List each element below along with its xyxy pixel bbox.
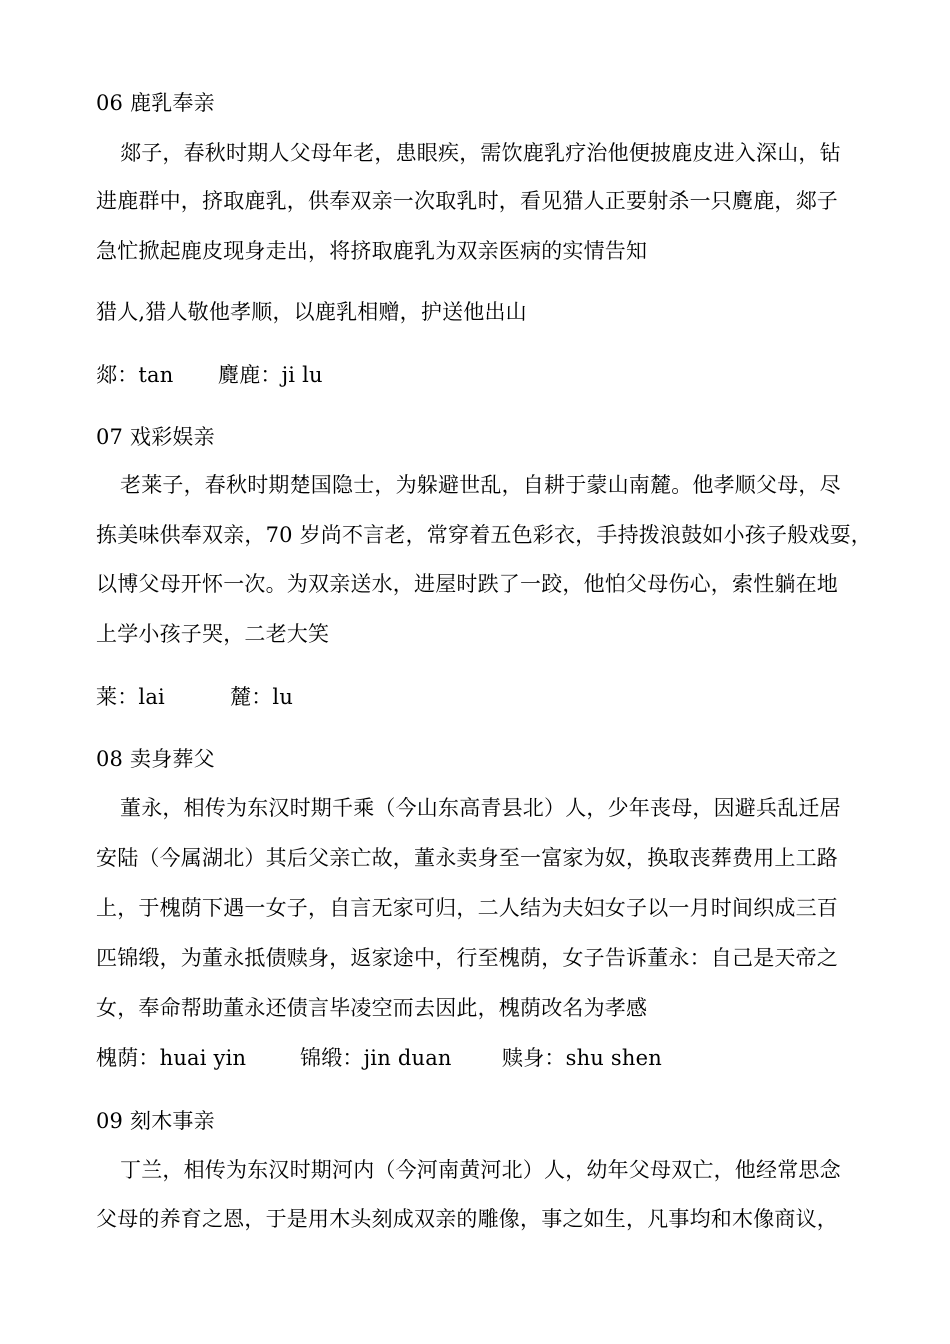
section-heading-09: 09 刻木事亲 (96, 1109, 215, 1133)
gloss-item: 郯：tan (96, 363, 174, 387)
gloss-item: 麓：lu (230, 685, 294, 709)
paragraph-line: 郯子，春秋时期人父母年老，患眼疾，需饮鹿乳疗治他便披鹿皮进入深山，钻 (120, 141, 841, 165)
paragraph-line: 老莱子，春秋时期楚国隐士，为躲避世乱，自耕于蒙山南麓。他孝顺父母，尽 (120, 473, 841, 497)
paragraph-line: 进鹿群中，挤取鹿乳，供奉双亲一次取乳时，看见猎人正要射杀一只麑鹿，郯子 (96, 189, 838, 213)
section-heading-07: 07 戏彩娱亲 (96, 425, 215, 449)
gloss-item: 麑鹿：ji lu (218, 363, 323, 387)
paragraph-line: 上，于槐荫下遇一女子，自言无家可归，二人结为夫妇女子以一月时间织成三百 (96, 896, 838, 920)
gloss-item: 莱：lai (96, 685, 165, 709)
paragraph-line: 安陆（今属湖北）其后父亲亡故，董永卖身至一富家为奴，换取丧葬费用上工路 (96, 846, 838, 870)
gloss-item: 槐荫：huai yin (96, 1046, 247, 1070)
section-heading-08: 08 卖身葬父 (96, 747, 215, 771)
paragraph-line: 父母的养育之恩，于是用木头刻成双亲的雕像，事之如生，凡事均和木像商议， (96, 1207, 838, 1231)
paragraph-line: 拣美味供奉双亲，70 岁尚不言老，常穿着五色彩衣，手持拨浪鼓如小孩子般戏耍， (96, 523, 872, 547)
paragraph-line: 上学小孩子哭，二老大笑 (96, 622, 330, 646)
paragraph-line: 丁兰，相传为东汉时期河内（今河南黄河北）人，幼年父母双亡，他经常思念 (120, 1158, 841, 1182)
paragraph-line: 董永，相传为东汉时期千乘（今山东高青县北）人，少年丧母，因避兵乱迁居 (120, 796, 841, 820)
gloss-item: 锦缎：jin duan (300, 1046, 452, 1070)
pronunciation-glosses (96, 1043, 896, 1073)
pronunciation-glosses (96, 360, 896, 390)
section-heading-06: 06 鹿乳奉亲 (96, 91, 215, 115)
paragraph-line: 以博父母开怀一次。为双亲送水，进屋时跌了一跤，他怕父母伤心，索性躺在地 (96, 572, 838, 596)
paragraph-line: 猎人,猎人敬他孝顺，以鹿乳相赠，护送他出山 (96, 300, 527, 324)
gloss-item: 赎身：shu shen (502, 1046, 662, 1070)
pronunciation-glosses (96, 682, 896, 712)
paragraph-line: 急忙掀起鹿皮现身走出，将挤取鹿乳为双亲医病的实情告知 (96, 239, 648, 263)
paragraph-line: 匹锦缎，为董永抵债赎身，返家途中，行至槐荫，女子告诉董永：自己是天帝之 (96, 946, 838, 970)
paragraph-line: 女，奉命帮助董永还债言毕凌空而去因此，槐荫改名为孝感 (96, 996, 648, 1020)
